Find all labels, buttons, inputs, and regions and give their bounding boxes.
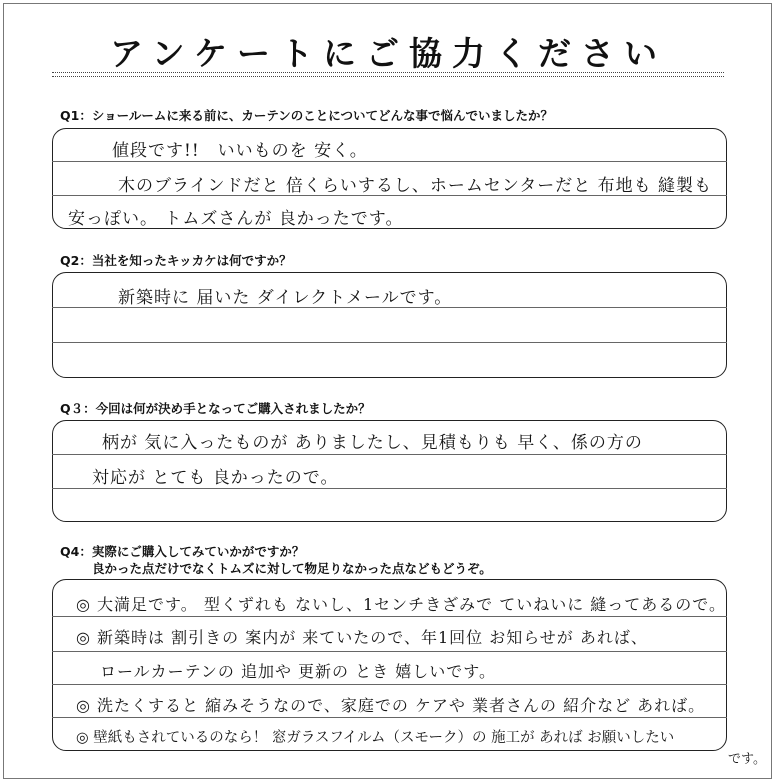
title-rule-top (52, 72, 724, 73)
q1-ruled-line-1 (52, 161, 727, 162)
q4-ruled-line-3 (52, 684, 727, 685)
q3-answer-line-1: 柄が 気に入ったものが ありましたし、見積もりも 早く、係の方の (102, 433, 643, 453)
q1-answer-line-1: 値段です!! いいものを 安く。 (112, 141, 368, 161)
q1-answer-line-2: 木のブラインドだと 倍くらいするし、ホームセンターだと 布地も 縫製も (118, 176, 713, 196)
q4-answer-line-5: ◎ 壁紙もされているのなら！ 窓ガラスフイルム（スモーク）の 施工が あれば お願いしたい (76, 730, 675, 746)
q4-answer-line-2: ◎ 新築時は 割引きの 案内が 来ていたので、年1回位 お知らせが あれば、 (76, 628, 648, 647)
q3-answer-line-2: 対応が とても 良かったので。 (92, 468, 339, 488)
q4-question-line-2: 良かった点だけでなくトムズに対して物足りなかった点などもどうぞ。 (92, 561, 492, 576)
q4-ruled-line-2 (52, 651, 727, 652)
q4-answer-line-1: ◎ 大満足です。 型くずれも ないし、1センチきざみで ていねいに 縫ってあるので。 (76, 595, 726, 614)
q2-ruled-line-2 (52, 342, 727, 343)
q4-ruled-line-1 (52, 616, 727, 617)
q3-question: Q３：今回は何が決め手となってご購入されましたか？ (60, 401, 371, 416)
q1-answer-line-3: 安っぽい。 トムズさんが 良かったです。 (68, 209, 404, 229)
q2-question: Q2：当社を知ったキッカケは何ですか？ (60, 253, 292, 268)
q4-question-line-1: Q4：実際にご購入してみていかがですか？ (60, 544, 305, 559)
q1-question: Q1：ショールームに来る前に、カーテンのことについてどんな事で悩んでいましたか？ (60, 108, 553, 123)
q4-answer-tail: です。 (728, 752, 766, 767)
q3-ruled-line-1 (52, 454, 727, 455)
q4-answer-line-3: ロールカーテンの 追加や 更新の とき 嬉しいです。 (100, 662, 496, 681)
q4-ruled-line-4 (52, 717, 727, 718)
title-rule-bottom (52, 76, 724, 77)
survey-title: アンケートにご協力ください (109, 34, 668, 73)
q4-answer-line-4: ◎ 洗たくすると 縮みそうなので、家庭での ケアや 業者さんの 紹介など あれば。 (76, 696, 706, 715)
q3-ruled-line-2 (52, 488, 727, 489)
q2-answer-line-1: 新築時に 届いた ダイレクトメールです。 (118, 288, 453, 308)
